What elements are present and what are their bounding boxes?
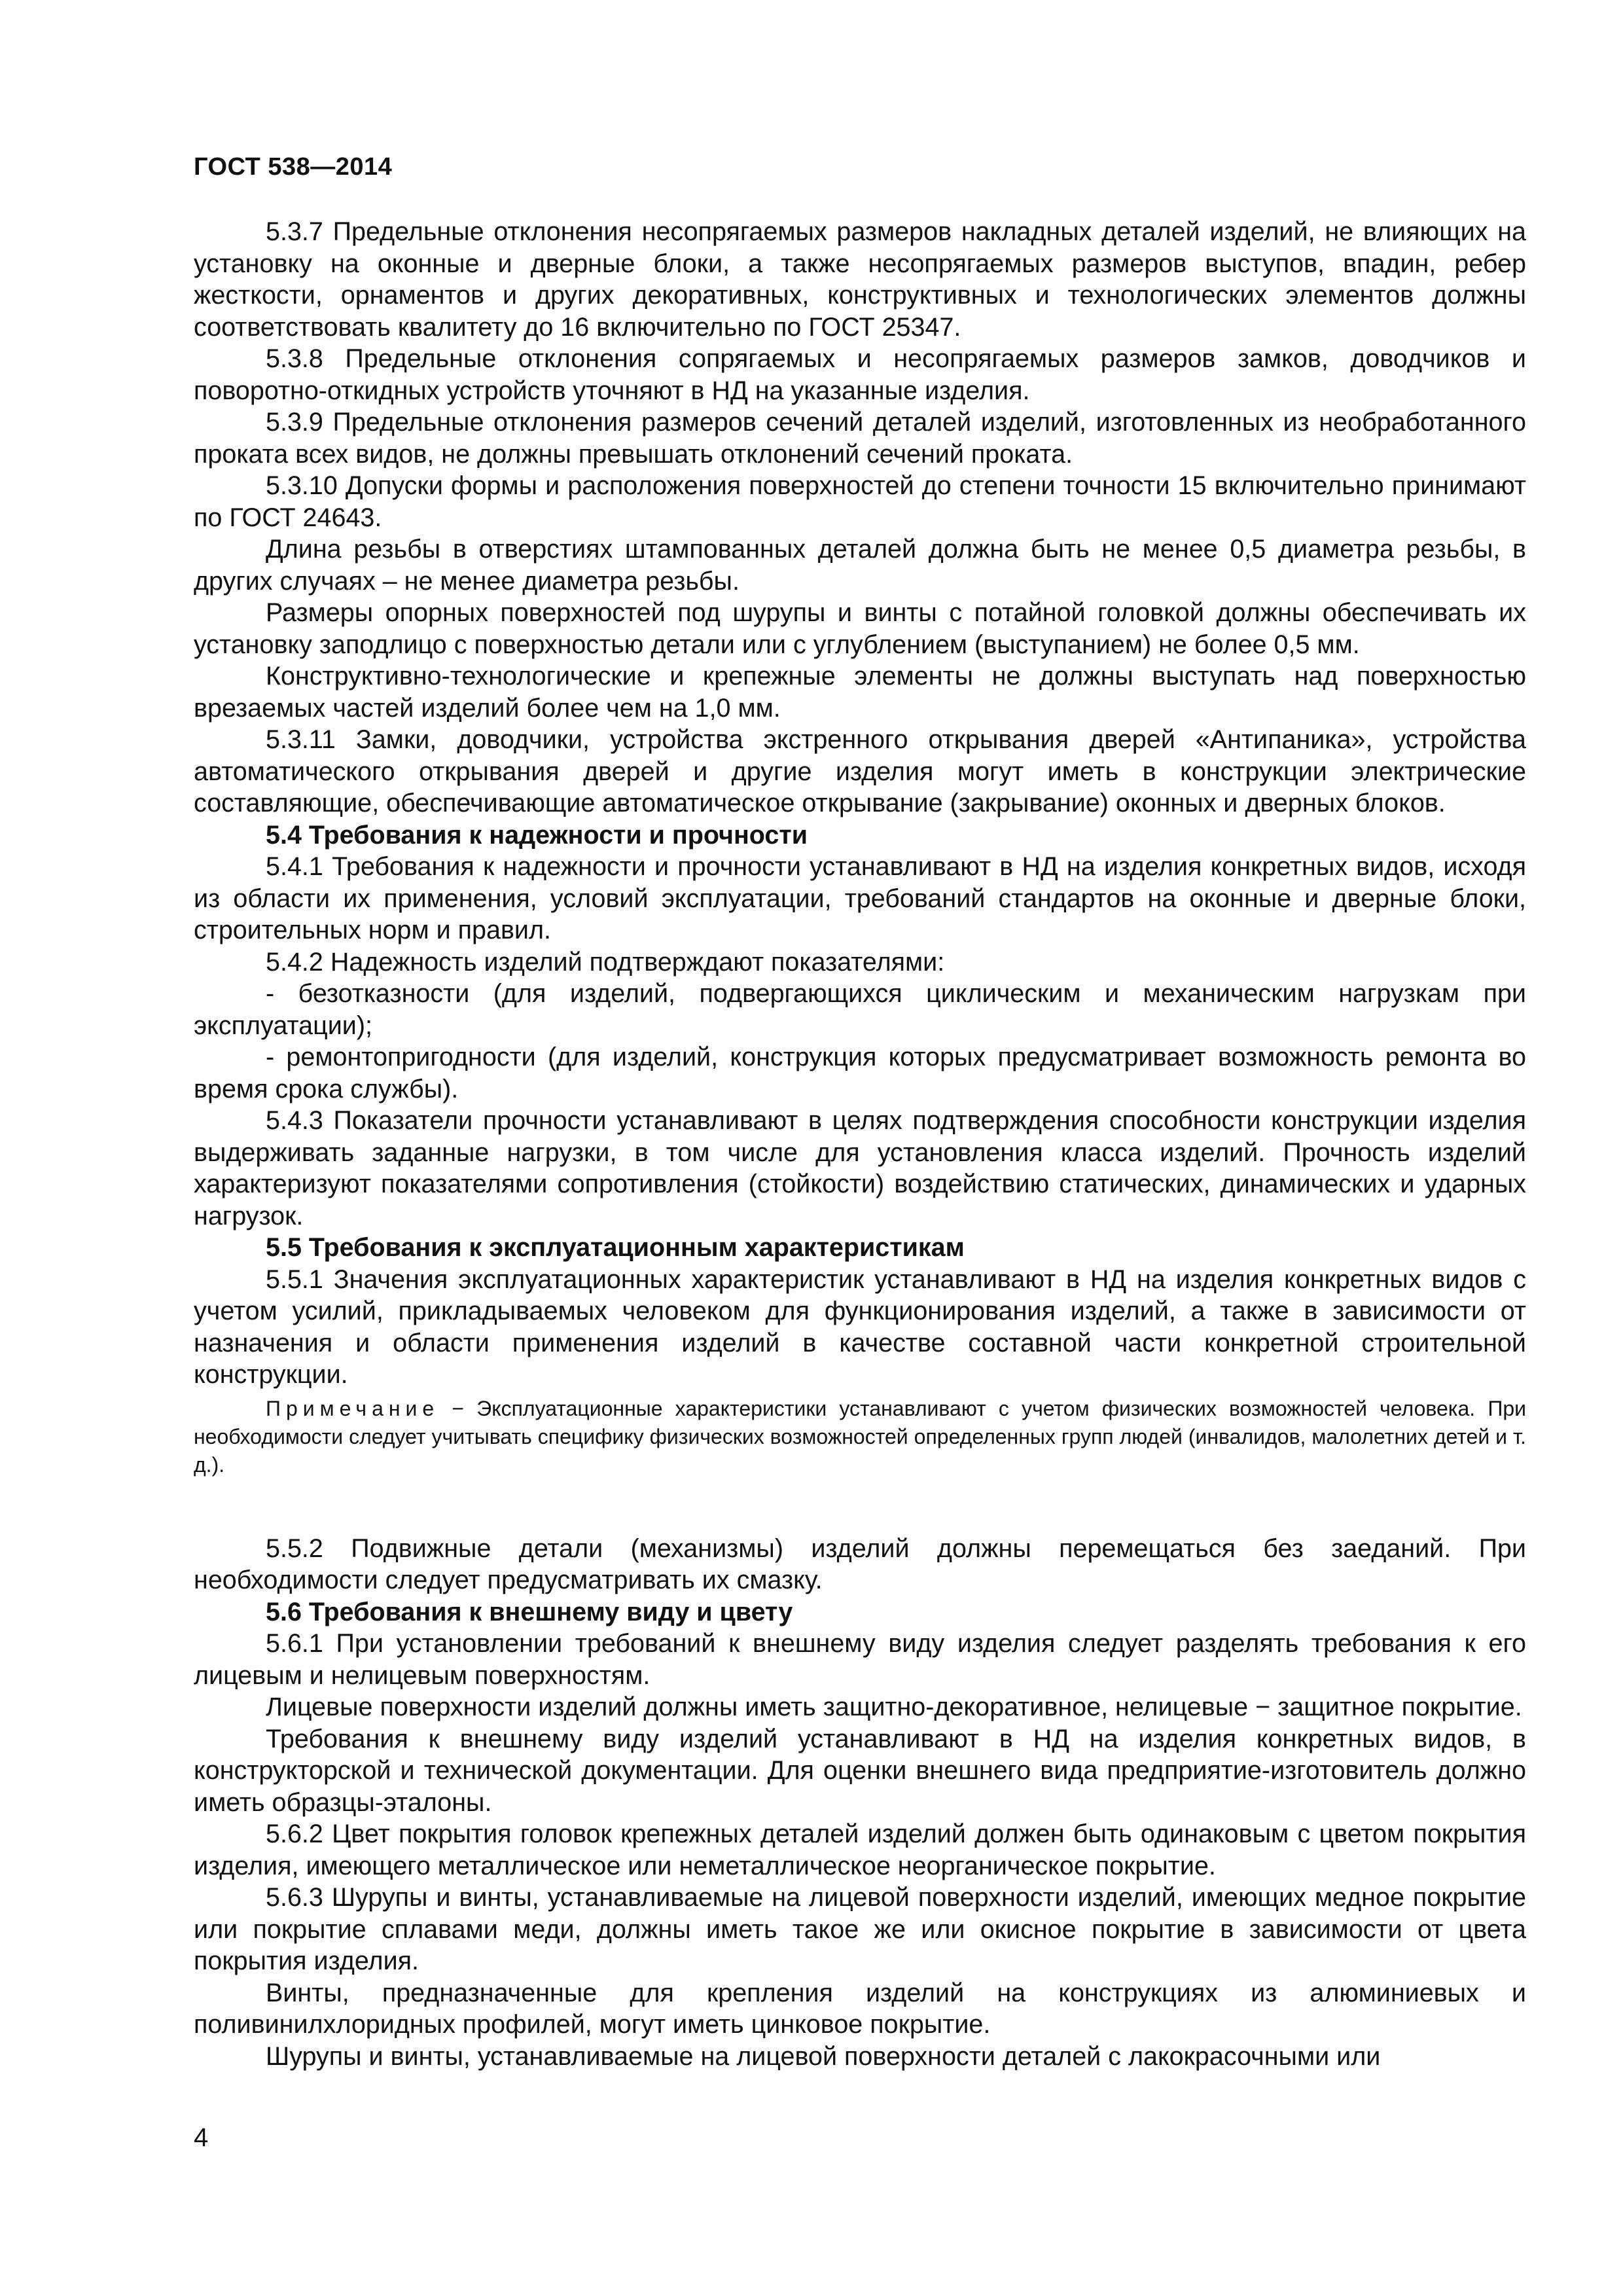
paragraph-profile-screws: Винты, предназначенные для крепления изделий на конструкциях из алюминиевых и поливинилхлоридных профилей, могут иметь цинковое покрытие. <box>194 1978 1526 2039</box>
paragraph-5-3-10: 5.3.10 Допуски формы и расположения поверхностей до степени точности 15 включительно принимают по ГОСТ 24643. <box>194 471 1526 532</box>
paragraph-appearance-requirements: Требования к внешнему виду изделий устанавливают в НД на изделия конкретных видов, в конструкторской и технической документации. Для оценки внешнего вида предприятие-изготовитель должно иметь образцы-эталоны. <box>194 1724 1526 1817</box>
paragraph-5-3-11: 5.3.11 Замки, доводчики, устройства экстренного открывания дверей «Антипаника», устройства автоматического открывания дверей и другие изделия могут иметь в конструкции электрические составляющие, обеспечивающие автоматическое открывание (закрывание) оконных и дверных блоков. <box>194 725 1526 817</box>
note-block <box>194 1395 1526 1479</box>
paragraph-front-surfaces: Лицевые поверхности изделий должны иметь защитно-декоративное, нелицевые − защитное покрытие. <box>266 1693 1522 1721</box>
paragraph-5-3-9: 5.3.9 Предельные отклонения размеров сечений деталей изделий, изготовленных из необработанного проката всех видов, не должны превышать отклонений сечений проката. <box>194 408 1526 469</box>
paragraph-support-surfaces: Размеры опорных поверхностей под шурупы и винты с потайной головкой должны обеспечивать их установку заподлицо с поверхностью детали или с углублением (выступанием) не более 0,5 мм. <box>194 598 1526 659</box>
paragraph-5-3-7: 5.3.7 Предельные отклонения несопрягаемых размеров накладных деталей изделий, не влияющих на установку на оконные и дверные блоки, а также несопрягаемых размеров выступов, впадин, ребер жесткости, орнаментов и других декоративных, конструктивных и технологических элементов должны соответствовать квалитету до 16 включительно по ГОСТ 25347. <box>194 217 1526 342</box>
paragraph-5-4-1: 5.4.1 Требования к надежности и прочности устанавливают в НД на изделия конкретных видов, исходя из области их применения, условий эксплуатации, требований стандартов на оконные и дверные блоки, строительных норм и правил. <box>194 852 1526 944</box>
paragraph-5-3-8: 5.3.8 Предельные отклонения сопрягаемых и несопрягаемых размеров замков, доводчиков и поворотно-откидных устройств уточняют в НД на указанные изделия. <box>194 344 1526 405</box>
document-body <box>194 216 1526 2072</box>
paragraph-5-5-2: 5.5.2 Подвижные детали (механизмы) изделий должны перемещаться без заеданий. При необходимости следует предусматривать их смазку. <box>194 1534 1526 1594</box>
paragraph-painted-screws: Шурупы и винты, устанавливаемые на лицевой поверхности деталей с лакокрасочными или <box>266 2041 1381 2071</box>
page-number: 4 <box>194 2123 209 2152</box>
list-item-maintainability: - ремонтопригодности (для изделий, конструкция которых предусматривает возможность ремонта во время срока службы). <box>194 1043 1526 1103</box>
section-heading-5-6: 5.6 Требования к внешнему виду и цвету <box>266 1597 793 1626</box>
paragraph-thread-length: Длина резьбы в отверстиях штампованных деталей должна быть не менее 0,5 диаметра резьбы, в других случаях – не менее диаметра резьбы. <box>194 535 1526 596</box>
note-text: − Эксплуатационные характеристики устанавливают с учетом физических возможностей человека. При необходимости следует учитывать специфику физических возможностей определенных групп людей (инвалидов, малолетних детей и т. д.). <box>194 1396 1527 1477</box>
section-heading-5-4: 5.4 Требования к надежности и прочности <box>266 820 808 850</box>
section-heading-5-5: 5.5 Требования к эксплуатационным характеристикам <box>266 1233 965 1262</box>
paragraph-fastening-elements: Конструктивно-технологические и крепежные элементы не должны выступать над поверхностью врезаемых частей изделий более чем на 1,0 мм. <box>194 662 1526 723</box>
list-item-reliability: - безотказности (для изделий, подвергающихся циклическим и механическим нагрузкам при эксплуатации); <box>194 979 1526 1040</box>
paragraph-5-6-2: 5.6.2 Цвет покрытия головок крепежных деталей изделий должен быть одинаковым с цветом покрытия изделия, имеющего металлическое или неметаллическое неорганическое покрытие. <box>194 1820 1526 1880</box>
paragraph-5-5-1: 5.5.1 Значения эксплуатационных характеристик устанавливают в НД на изделия конкретных видов с учетом усилий, прикладываемых человеком для функционирования изделий, а также в зависимости от назначения и области применения изделий в качестве составной части конкретной строительной конструкции. <box>194 1265 1526 1389</box>
paragraph-5-6-1: 5.6.1 При установлении требований к внешнему виду изделия следует разделять требования к его лицевым и нелицевым поверхностям. <box>194 1629 1526 1690</box>
note-label: Примечание <box>266 1396 440 1420</box>
document-header: ГОСТ 538—2014 <box>194 153 393 181</box>
paragraph-5-4-2: 5.4.2 Надежность изделий подтверждают показателями: <box>266 947 945 977</box>
paragraph-5-4-3: 5.4.3 Показатели прочности устанавливают в целях подтверждения способности конструкции изделия выдерживать заданные нагрузки, в том числе для установления класса изделий. Прочность изделий характеризуют показателями сопротивления (стойкости) воздействию статических, динамических и ударных нагрузок. <box>194 1106 1526 1230</box>
paragraph-5-6-3: 5.6.3 Шурупы и винты, устанавливаемые на лицевой поверхности изделий, имеющих медное покрытие или покрытие сплавами меди, должны иметь такое же или окисное покрытие в зависимости от цвета покрытия изделия. <box>194 1883 1526 1975</box>
